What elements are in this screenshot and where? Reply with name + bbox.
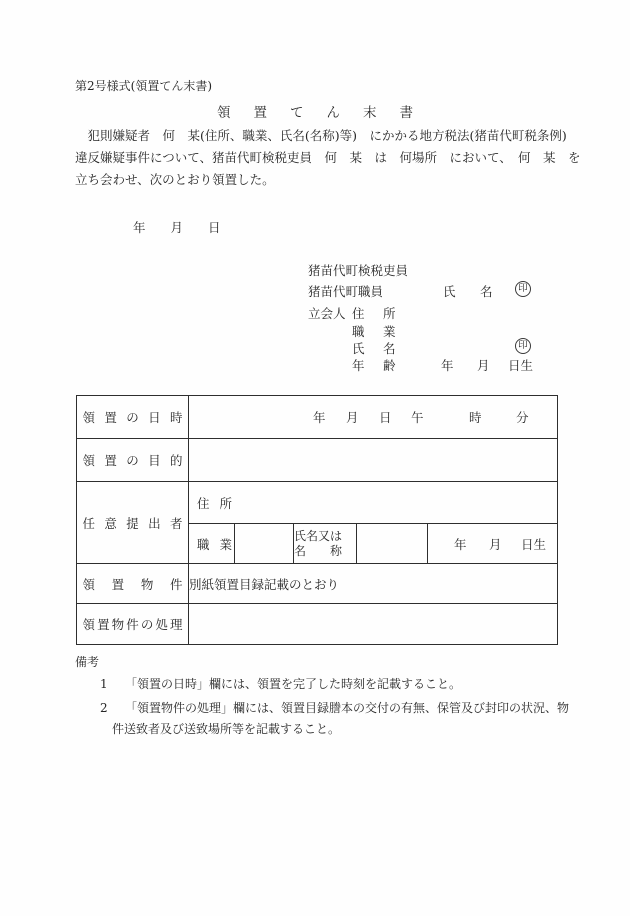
sign-line-age — [308, 356, 568, 373]
remark-2-number: 2 — [100, 701, 108, 715]
custody-datetime-label: 領 置 の 日 時 — [82, 410, 183, 425]
items-disposal-value-cell — [189, 604, 558, 645]
datetime-day-label: 日 — [379, 410, 392, 425]
custody-items-value: 別紙領置目録記載のとおり — [189, 564, 558, 604]
remark-2-text-line1: 「領置物件の処理」欄には、領置目録謄本の交付の有無、保管及び封印の状況、物 — [125, 701, 570, 715]
items-disposal-label-cell — [77, 604, 189, 645]
row-custody-purpose — [77, 439, 558, 482]
name-or-title-line2: 名 称 — [294, 543, 342, 558]
witness-label: 立会人 — [308, 306, 346, 321]
submitter-occupation-label: 職 業 — [197, 536, 232, 552]
remark-2-text-line2: 件送致者及び送致場所等を記載すること。 — [112, 722, 341, 736]
age-label-2: 齢 — [383, 358, 396, 373]
name-label-1: 氏 — [443, 284, 456, 299]
datetime-ampm-label: 午 — [411, 410, 424, 425]
datetime-hour-label: 時 — [469, 410, 482, 425]
document-title: 領置てん末書 — [217, 105, 436, 121]
custody-datetime-label-cell — [77, 396, 189, 439]
seal-icon: 印 — [515, 338, 531, 354]
datetime-month-label: 月 — [346, 410, 359, 425]
remark-1-number: 1 — [100, 677, 108, 691]
birth-year-label: 年 — [454, 536, 467, 552]
submitter-birthdate-cell — [428, 524, 558, 564]
remarks-heading: 備考 — [75, 655, 100, 669]
birth-year-label: 年 — [441, 358, 454, 373]
address-label-1: 住 — [352, 306, 365, 321]
date-line: 年 月 日 — [133, 220, 221, 235]
form-number: 第2号様式(領置てん末書) — [75, 79, 212, 93]
birth-month-label: 月 — [489, 536, 502, 552]
inspector-title: 猪苗代町検税吏員 — [308, 263, 409, 278]
submitter-address-cell — [189, 482, 558, 524]
row-custody-datetime — [77, 396, 558, 439]
submitter-name-label-cell — [294, 524, 357, 564]
submitter-address-label: 住 所 — [197, 495, 232, 511]
row-custody-items — [77, 564, 558, 604]
custody-items-label-cell — [77, 564, 189, 604]
submitter-occupation-value-cell — [235, 524, 294, 564]
submitter-name-value-cell — [357, 524, 428, 564]
custody-purpose-label: 領 置 の 目 的 — [82, 453, 183, 468]
custody-purpose-value-cell — [189, 439, 558, 482]
custody-purpose-label-cell — [77, 439, 189, 482]
paragraph-line-2: 違反嫌疑事件について、猪苗代町検税吏員 何 某 は 何場所 において、 何 某 を — [75, 150, 581, 165]
paragraph-line-1: 犯則嫌疑者 何 某(住所、職業、氏名(名称)等) にかかる地方税法(猪苗代町税条例) — [75, 128, 567, 143]
birth-day-label: 日生 — [508, 358, 534, 373]
submitter-occupation-label-cell — [189, 524, 235, 564]
submitter-label: 任 意 提 出 者 — [82, 515, 183, 531]
datetime-minute-label: 分 — [516, 410, 529, 425]
name-label-2: 名 — [480, 284, 493, 299]
items-disposal-label: 領 置 物 件 の 処 理 — [82, 617, 183, 632]
sign-line-inspector — [308, 261, 568, 278]
staff-title: 猪苗代町職員 — [308, 284, 384, 299]
birth-day-label: 日生 — [521, 536, 547, 552]
sign-line-staff — [308, 282, 568, 299]
witness-name-label-1: 氏 — [352, 341, 365, 356]
sign-line-occupation — [308, 322, 568, 339]
remark-1-text: 「領置の日時」欄には、領置を完了した時刻を記載すること。 — [125, 677, 462, 691]
datetime-year-label: 年 — [313, 410, 326, 425]
body-paragraph — [75, 125, 581, 191]
address-label-2: 所 — [383, 306, 396, 321]
custody-items-label: 領 置 物 件 — [82, 576, 183, 592]
custody-record-table — [76, 395, 558, 645]
paragraph-line-3: 立ち会わせ、次のとおり領置した。 — [75, 172, 275, 187]
row-items-disposal — [77, 604, 558, 645]
seal-icon: 印 — [515, 281, 531, 297]
custody-datetime-value-cell — [189, 396, 558, 439]
sign-line-witness — [308, 304, 568, 321]
submitter-label-cell — [77, 482, 189, 564]
occupation-label-1: 職 — [352, 324, 365, 339]
sign-line-name — [308, 339, 568, 356]
witness-name-label-2: 名 — [383, 341, 396, 356]
signature-block — [308, 256, 568, 381]
row-submitter-address — [77, 482, 558, 524]
name-or-title-line1: 氏名又は — [294, 528, 343, 543]
occupation-label-2: 業 — [383, 324, 396, 339]
birth-month-label: 月 — [477, 358, 490, 373]
age-label-1: 年 — [352, 358, 365, 373]
